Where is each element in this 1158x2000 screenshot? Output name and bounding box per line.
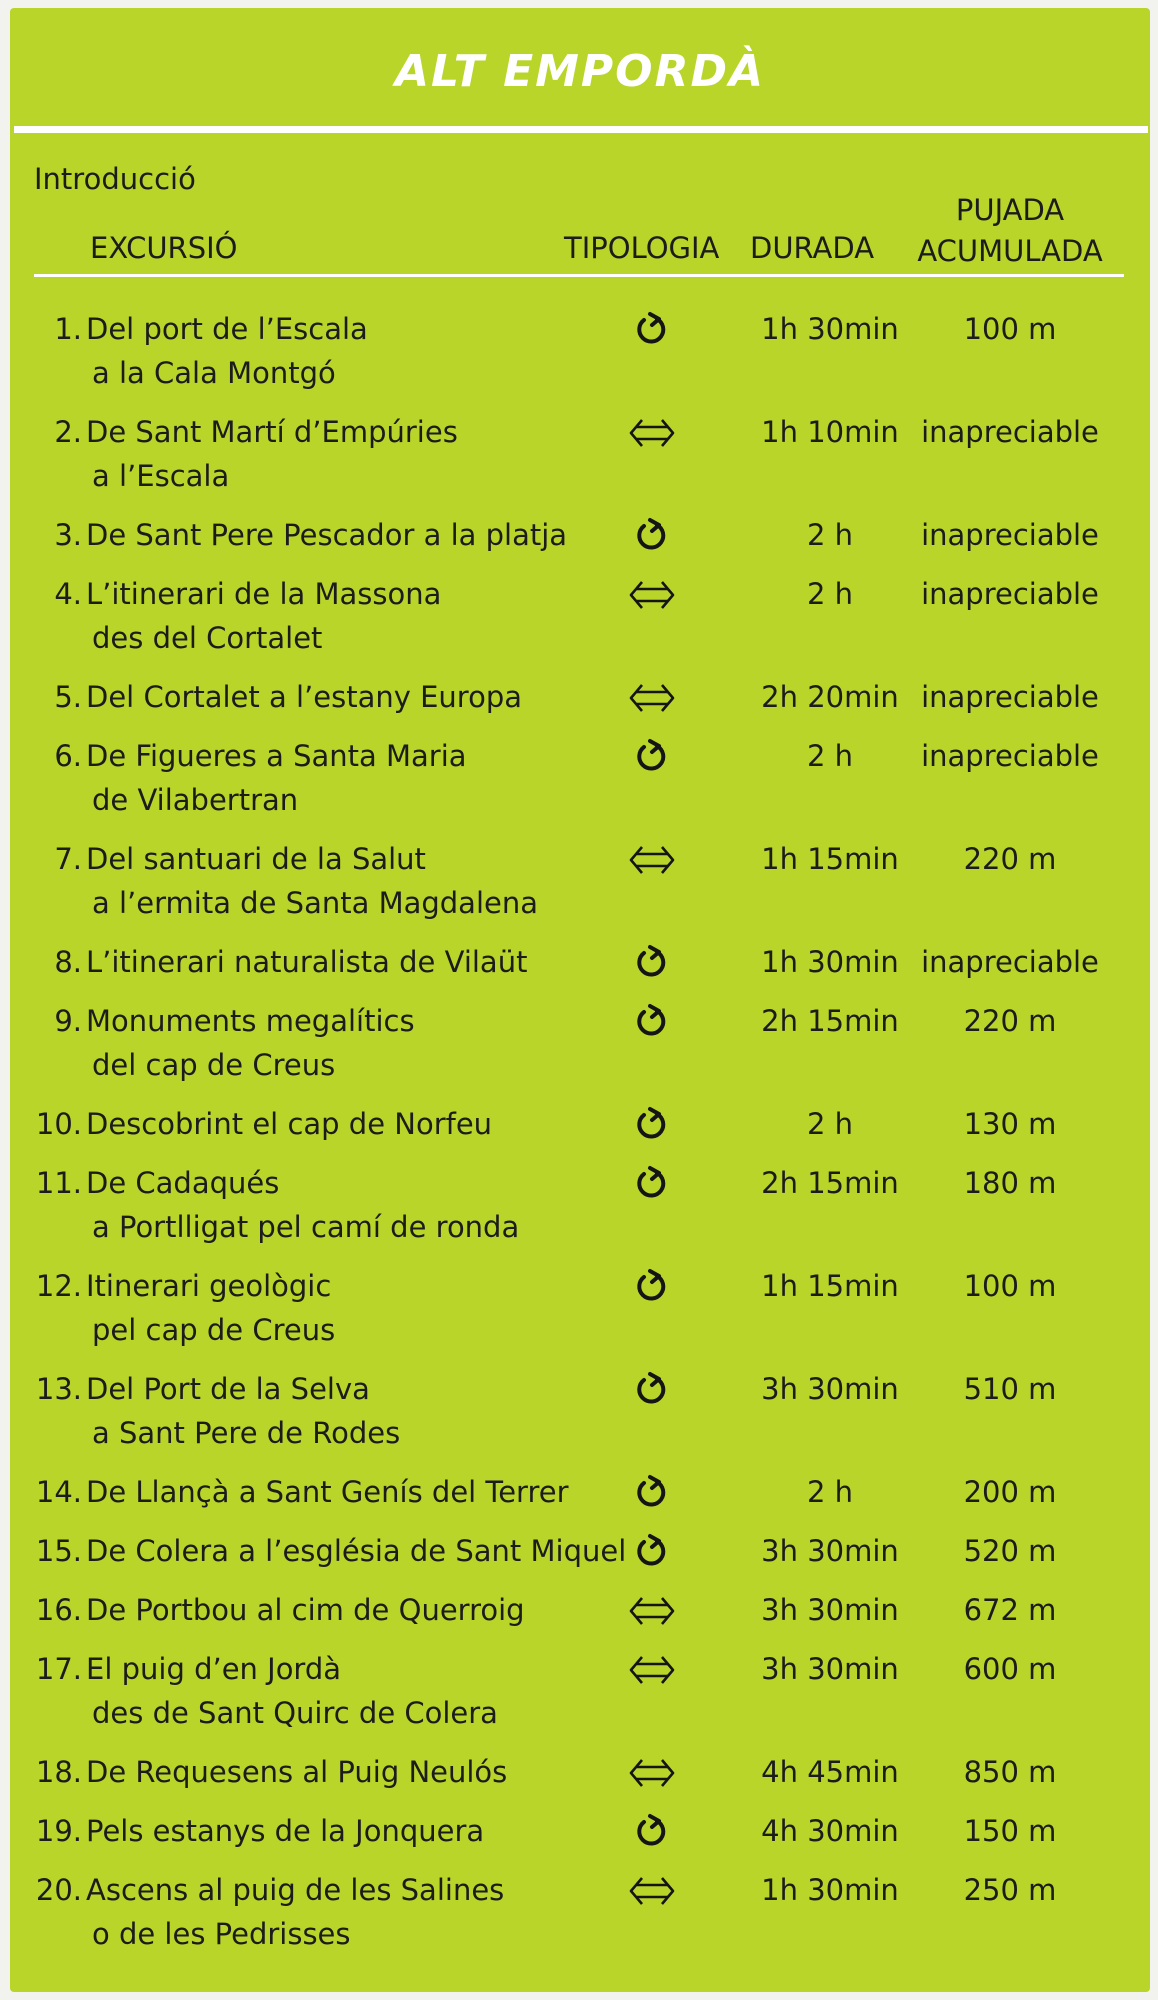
row-number: 17. — [35, 1652, 82, 1686]
row-name-line2: a l’Escala — [92, 459, 230, 493]
row-durada: 2 h — [806, 1107, 854, 1141]
row-durada: 3h 30min — [761, 1652, 899, 1686]
row-name — [86, 1470, 569, 1514]
table-row — [10, 307, 1150, 410]
table-row — [10, 1102, 1150, 1161]
row-name — [86, 1102, 492, 1146]
table-row — [10, 1529, 1150, 1588]
row-name-line1: De Colera a l’església de Sant Miquel — [86, 1534, 627, 1568]
circular-icon — [624, 1813, 680, 1851]
intro-label: Introducció — [34, 162, 196, 196]
circular-icon — [624, 1533, 680, 1571]
title-divider — [14, 126, 1148, 133]
row-number: 6. — [54, 739, 82, 773]
table-row — [10, 837, 1150, 940]
return-icon — [624, 1651, 680, 1689]
header-pujada-line2: ACUMULADA — [917, 234, 1103, 268]
row-pujada: 130 m — [963, 1107, 1057, 1141]
row-durada: 3h 30min — [761, 1534, 899, 1568]
header-durada: DURADA — [750, 231, 875, 265]
header-pujada-line1: PUJADA — [955, 193, 1065, 227]
table-row — [10, 1264, 1150, 1367]
row-name-line1: L’itinerari de la Massona — [86, 577, 442, 611]
table-row — [10, 734, 1150, 837]
header-excursio: EXCURSIÓ — [90, 231, 238, 265]
row-pujada: 520 m — [963, 1534, 1057, 1568]
row-number: 20. — [35, 1873, 82, 1907]
row-name-line1: El puig d’en Jordà — [86, 1652, 342, 1686]
circular-icon — [624, 738, 680, 776]
row-name — [86, 734, 467, 822]
row-name-line1: Del santuari de la Salut — [86, 842, 426, 876]
row-pujada: 150 m — [963, 1814, 1057, 1848]
row-pujada: 250 m — [963, 1873, 1057, 1907]
table-row — [10, 1470, 1150, 1529]
return-icon — [624, 1592, 680, 1630]
circular-icon — [624, 1474, 680, 1512]
row-number: 11. — [35, 1166, 82, 1200]
row-pujada: inapreciable — [921, 680, 1099, 714]
row-name-line1: Pels estanys de la Jonquera — [86, 1814, 485, 1848]
row-number: 9. — [54, 1004, 82, 1038]
row-name-line1: L’itinerari naturalista de Vilaüt — [86, 945, 528, 979]
table-row — [10, 1588, 1150, 1647]
row-name-line1: De Cadaqués — [86, 1166, 280, 1200]
row-durada: 2h 20min — [761, 680, 899, 714]
row-number: 19. — [35, 1814, 82, 1848]
row-pujada: 180 m — [963, 1166, 1057, 1200]
row-name-line2: del cap de Creus — [92, 1048, 336, 1082]
row-pujada: 510 m — [963, 1372, 1057, 1406]
table-row — [10, 940, 1150, 999]
table-row — [10, 1868, 1150, 1971]
return-icon — [624, 841, 680, 879]
row-name-line1: De Figueres a Santa Maria — [86, 739, 467, 773]
row-name — [86, 410, 458, 498]
row-name-line1: Itinerari geològic — [86, 1269, 332, 1303]
table-row — [10, 675, 1150, 734]
row-number: 12. — [35, 1269, 82, 1303]
row-durada: 2 h — [806, 739, 854, 773]
row-name-line2: des del Cortalet — [92, 621, 323, 655]
circular-icon — [624, 311, 680, 349]
table-row — [10, 410, 1150, 513]
row-pujada: inapreciable — [921, 577, 1099, 611]
header-pujada — [900, 190, 1120, 272]
row-name-line1: Monuments megalítics — [86, 1004, 415, 1038]
row-durada: 1h 30min — [761, 1873, 899, 1907]
table-row — [10, 1367, 1150, 1470]
row-name-line1: Del port de l’Escala — [86, 312, 368, 346]
row-number: 18. — [35, 1755, 82, 1789]
row-pujada: inapreciable — [921, 739, 1099, 773]
row-name — [86, 1367, 400, 1455]
row-pujada: inapreciable — [921, 518, 1099, 552]
row-durada: 1h 30min — [761, 945, 899, 979]
row-pujada: 220 m — [963, 842, 1057, 876]
circular-icon — [624, 944, 680, 982]
row-pujada: inapreciable — [921, 415, 1099, 449]
table-row — [10, 1161, 1150, 1264]
row-durada: 1h 15min — [761, 842, 899, 876]
row-number: 5. — [54, 680, 82, 714]
row-number: 1. — [54, 312, 82, 346]
row-name — [86, 513, 567, 557]
row-name — [86, 675, 522, 719]
header-divider — [34, 274, 1124, 277]
row-durada: 2 h — [806, 1475, 854, 1509]
row-name — [86, 999, 415, 1087]
row-name-line1: De Portbou al cim de Querroig — [86, 1593, 525, 1627]
row-durada: 2h 15min — [761, 1166, 899, 1200]
row-durada: 1h 10min — [761, 415, 899, 449]
row-durada: 4h 45min — [761, 1755, 899, 1789]
row-durada: 3h 30min — [761, 1593, 899, 1627]
row-number: 10. — [35, 1107, 82, 1141]
row-durada: 4h 30min — [761, 1814, 899, 1848]
row-name — [86, 1588, 525, 1632]
row-name — [86, 307, 368, 395]
row-name-line2: a Sant Pere de Rodes — [92, 1416, 401, 1450]
row-number: 2. — [54, 415, 82, 449]
row-name-line1: De Requesens al Puig Neulós — [86, 1755, 508, 1789]
row-name — [86, 940, 527, 984]
return-icon — [624, 414, 680, 452]
row-name — [86, 1529, 626, 1573]
row-name-line2: des de Sant Quirc de Colera — [92, 1696, 498, 1730]
circular-icon — [624, 1106, 680, 1144]
row-name-line1: Ascens al puig de les Salines — [86, 1873, 505, 1907]
row-pujada: 220 m — [963, 1004, 1057, 1038]
row-name-line1: De Sant Martí d’Empúries — [86, 415, 458, 449]
row-name-line1: De Llançà a Sant Genís del Terrer — [86, 1475, 569, 1509]
circular-icon — [624, 1268, 680, 1306]
row-number: 14. — [35, 1475, 82, 1509]
circular-icon — [624, 517, 680, 555]
table-row — [10, 1809, 1150, 1868]
row-pujada: 100 m — [963, 312, 1057, 346]
row-name-line1: Del Port de la Selva — [86, 1372, 370, 1406]
row-number: 4. — [54, 577, 82, 611]
circular-icon — [624, 1003, 680, 1041]
row-durada: 1h 30min — [761, 312, 899, 346]
row-name-line1: De Sant Pere Pescador a la platja — [86, 518, 568, 552]
return-icon — [624, 1754, 680, 1792]
table-row — [10, 513, 1150, 572]
row-name — [86, 1809, 484, 1853]
row-pujada: 100 m — [963, 1269, 1057, 1303]
row-number: 7. — [54, 842, 82, 876]
row-name-line1: Del Cortalet a l’estany Europa — [86, 680, 523, 714]
table-row — [10, 999, 1150, 1102]
row-pujada: 850 m — [963, 1755, 1057, 1789]
row-pujada: 600 m — [963, 1652, 1057, 1686]
row-pujada: 672 m — [963, 1593, 1057, 1627]
row-number: 16. — [35, 1593, 82, 1627]
itinerary-card — [10, 8, 1150, 1992]
row-name-line2: a la Cala Montgó — [92, 356, 336, 390]
row-number: 15. — [35, 1534, 82, 1568]
row-pujada: inapreciable — [921, 945, 1099, 979]
circular-icon — [624, 1165, 680, 1203]
table-row — [10, 1750, 1150, 1809]
table-row — [10, 1647, 1150, 1750]
row-name — [86, 572, 441, 660]
row-durada: 2h 15min — [761, 1004, 899, 1038]
row-number: 8. — [54, 945, 82, 979]
row-name-line2: a Portlligat pel camí de ronda — [92, 1210, 520, 1244]
table-row — [10, 572, 1150, 675]
row-name — [86, 1161, 519, 1249]
row-name-line2: de Vilabertran — [92, 783, 299, 817]
return-icon — [624, 679, 680, 717]
row-name — [86, 1868, 504, 1956]
header-tipologia: TIPOLOGIA — [564, 231, 720, 265]
row-name-line2: o de les Pedrisses — [92, 1917, 351, 1951]
row-durada: 3h 30min — [761, 1372, 899, 1406]
return-icon — [624, 576, 680, 614]
row-name-line2: a l’ermita de Santa Magdalena — [92, 886, 539, 920]
page-title: ALT EMPORDÀ — [394, 46, 766, 97]
row-durada: 2 h — [806, 518, 854, 552]
row-durada: 2 h — [806, 577, 854, 611]
row-name-line1: Descobrint el cap de Norfeu — [86, 1107, 493, 1141]
row-name — [86, 1264, 335, 1352]
row-pujada: 200 m — [963, 1475, 1057, 1509]
row-number: 3. — [54, 518, 82, 552]
return-icon — [624, 1872, 680, 1910]
circular-icon — [624, 1371, 680, 1409]
row-name — [86, 1750, 507, 1794]
row-name-line2: pel cap de Creus — [92, 1313, 336, 1347]
row-name — [86, 1647, 498, 1735]
row-number: 13. — [35, 1372, 82, 1406]
row-durada: 1h 15min — [761, 1269, 899, 1303]
row-name — [86, 837, 538, 925]
